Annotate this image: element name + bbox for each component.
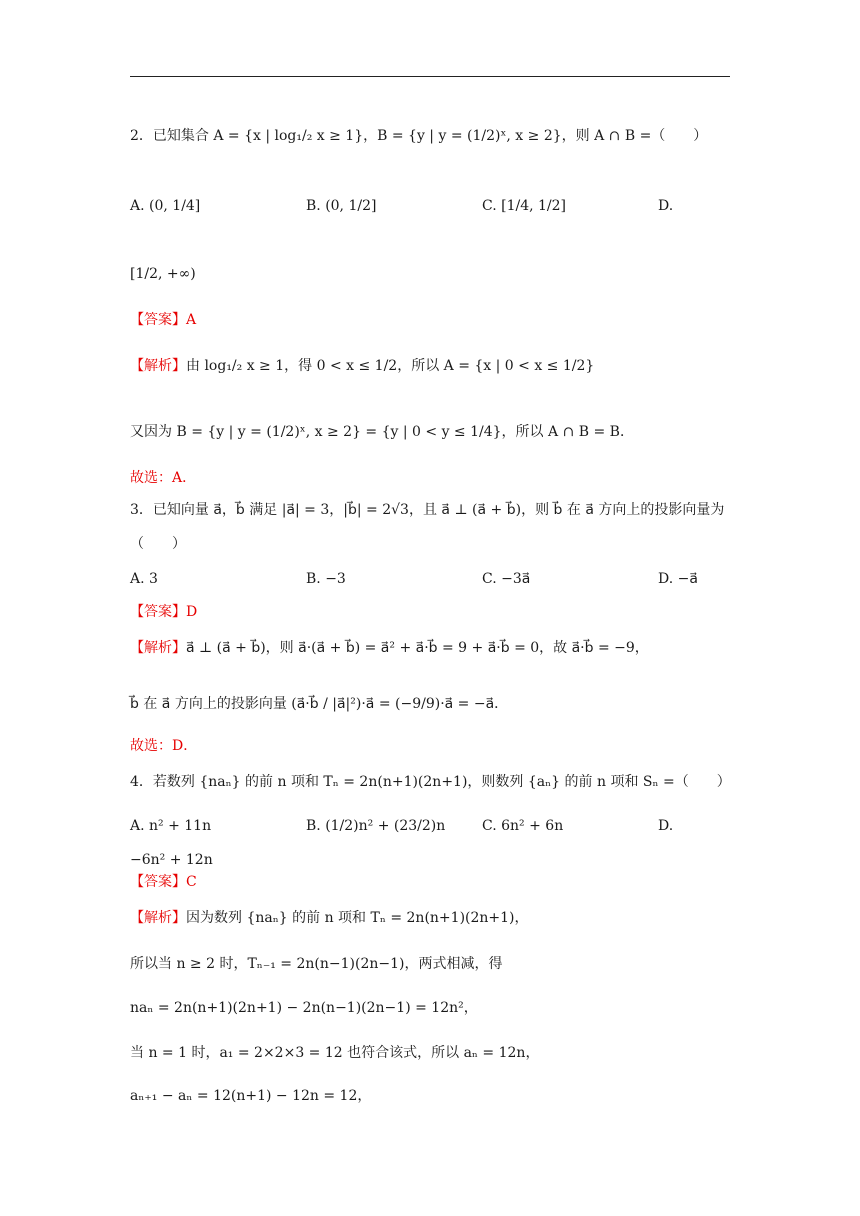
q4-analysis-1-text: 因为数列 {naₙ} 的前 n 项和 Tₙ = 2n(n+1)(2n+1)， <box>186 910 529 926</box>
q3-stem-2: （ ） <box>130 536 186 552</box>
q2-stem: 2．已知集合 A = {x | log₁/₂ x ≥ 1}，B = {y | y = (1/2)ˣ, x ≥ 2}，则 A ∩ B =（ ） <box>130 128 708 144</box>
q4-analysis-3: naₙ = 2n(n+1)(2n+1) − 2n(n−1)(2n−1) = 12n²， <box>130 1000 478 1016</box>
q3-stem-1: 3．已知向量 a⃗，b⃗ 满足 |a⃗| = 3，|b⃗| = 2√3，且 a⃗ ⊥ (a⃗ + b⃗)，则 b⃗ 在 a⃗ 方向上的投影向量为 <box>130 502 725 518</box>
q3-option-c: C. −3a⃗ <box>482 571 531 587</box>
q3-analysis-2: b⃗ 在 a⃗ 方向上的投影向量 (a⃗·b⃗ / |a⃗|²)·a⃗ = (−9/9)·a⃗ = −a⃗． <box>130 696 509 712</box>
q4-answer: 【答案】C <box>130 874 197 890</box>
q4-option-c: C. 6n² + 6n <box>482 818 564 834</box>
q3-analysis-1 <box>130 640 649 657</box>
q2-option-c: C. [1/4, 1/2] <box>482 198 566 214</box>
analysis-label: 【解析】 <box>130 640 186 656</box>
q3-answer: 【答案】D <box>130 604 198 620</box>
q4-option-d: D. <box>658 818 674 834</box>
q3-option-d: D. −a⃗ <box>658 571 698 587</box>
q2-option-b: B. (0, 1/2] <box>306 198 377 214</box>
q2-analysis-2: 又因为 B = {y | y = (1/2)ˣ, x ≥ 2} = {y | 0 < y ≤ 1/4}，所以 A ∩ B = B． <box>130 424 634 440</box>
q2-conclusion: 故选：A． <box>130 470 197 486</box>
q4-analysis-1 <box>130 910 529 927</box>
q4-option-a: A. n² + 11n <box>130 818 212 834</box>
q2-answer: 【答案】A <box>130 312 197 328</box>
q4-stem: 4．若数列 {naₙ} 的前 n 项和 Tₙ = 2n(n+1)(2n+1)，则数列 {aₙ} 的前 n 项和 Sₙ =（ ） <box>130 774 731 790</box>
analysis-label: 【解析】 <box>130 910 186 926</box>
q2-option-d: D. <box>658 198 674 214</box>
analysis-label: 【解析】 <box>130 358 186 374</box>
q3-option-a: A. 3 <box>130 571 158 587</box>
q4-analysis-2: 所以当 n ≥ 2 时，Tₙ₋₁ = 2n(n−1)(2n−1)，两式相减，得 <box>130 956 503 972</box>
q2-option-d-value: [1/2, +∞) <box>130 266 196 282</box>
q4-option-d-value: −6n² + 12n <box>130 852 213 868</box>
q4-option-b: B. (1/2)n² + (23/2)n <box>306 818 446 834</box>
q3-option-b: B. −3 <box>306 571 346 587</box>
q3-conclusion: 故选：D． <box>130 738 198 754</box>
q2-analysis-1-text: 由 log₁/₂ x ≥ 1，得 0 < x ≤ 1/2，所以 A = {x | 0 < x ≤ 1/2} <box>186 358 595 374</box>
q2-analysis-1 <box>130 358 594 375</box>
q2-option-a: A. (0, 1/4] <box>130 198 201 214</box>
q3-analysis-1-text: a⃗ ⊥ (a⃗ + b⃗)，则 a⃗·(a⃗ + b⃗) = a⃗² + a⃗·b⃗ = 9 + a⃗·b⃗ = 0，故 a⃗·b⃗ = −9， <box>186 640 649 656</box>
header-rule <box>130 76 730 77</box>
q4-analysis-4: 当 n = 1 时，a₁ = 2×2×3 = 12 也符合该式，所以 aₙ = 12n， <box>130 1045 540 1061</box>
q4-analysis-5: aₙ₊₁ − aₙ = 12(n+1) − 12n = 12， <box>130 1088 372 1104</box>
